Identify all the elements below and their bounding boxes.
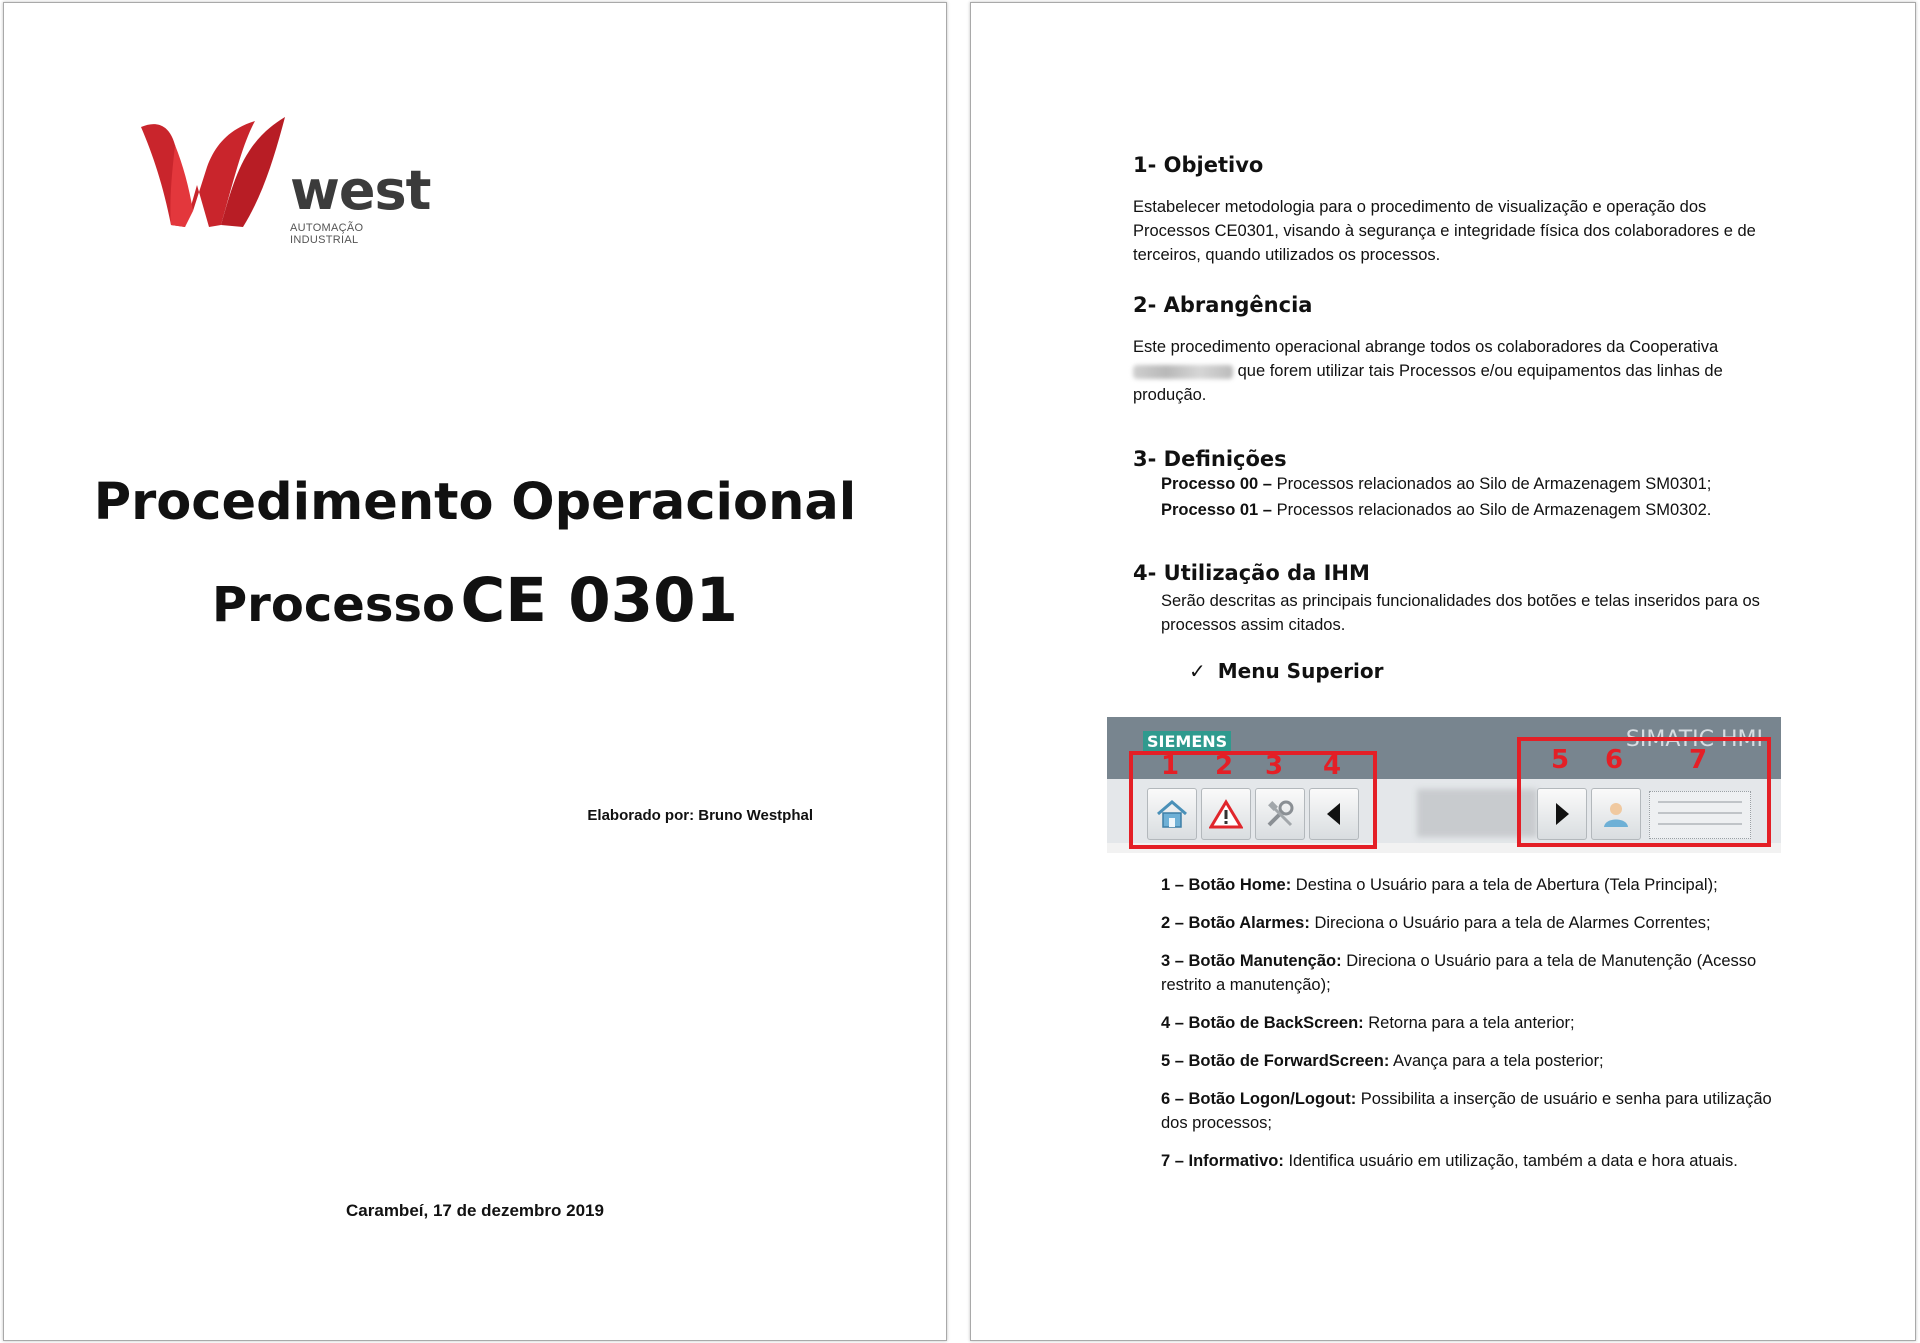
logo-subtitle: AUTOMAÇÃO INDUSTRIAL xyxy=(290,222,364,246)
item-text: Possibilita a inserção de usuário e senha para utilização dos processos; xyxy=(1161,1090,1772,1132)
section-abrangencia-heading: 2- Abrangência xyxy=(1133,293,1313,317)
item-text: Retorna para a tela anterior; xyxy=(1363,1014,1575,1032)
abrangencia-text-part2: que forem utilizar tais Processos e/ou equipamentos das linhas de produção. xyxy=(1133,362,1723,404)
list-item xyxy=(1161,949,1801,997)
section-objetivo-heading: 1- Objetivo xyxy=(1133,153,1264,177)
cover-subtitle-word: Processo xyxy=(212,577,455,633)
cover-page xyxy=(3,2,947,1341)
menu-superior-heading xyxy=(1189,659,1783,683)
west-logo xyxy=(135,115,435,246)
item-label: 6 – Botão Logon/Logout: xyxy=(1161,1090,1357,1108)
definition-text: Processos relacionados ao Silo de Armazenagem SM0302. xyxy=(1272,501,1712,519)
simatic-hmi-label: SIMATIC HMI xyxy=(1625,727,1763,752)
list-item xyxy=(1161,873,1801,897)
section-ihm-text: Serão descritas as principais funcionalidades dos botões e telas inseridos para os processos assim citados. xyxy=(1161,592,1760,634)
callout-number: 1 xyxy=(1161,751,1180,781)
item-text: Destina o Usuário para a tela de Abertura (Tela Principal); xyxy=(1291,876,1718,894)
callout-number: 7 xyxy=(1689,745,1708,775)
item-text: Avança para a tela posterior; xyxy=(1389,1052,1604,1070)
cover-subtitle xyxy=(4,565,946,636)
cover-title: Procedimento Operacional xyxy=(93,473,857,532)
callout-number: 6 xyxy=(1605,745,1624,775)
abrangencia-text-part1: Este procedimento operacional abrange todos os colaboradores da Cooperativa xyxy=(1133,338,1719,356)
list-item xyxy=(1161,911,1801,935)
callout-number: 3 xyxy=(1265,751,1284,781)
list-item xyxy=(1161,1149,1801,1173)
section-objetivo-text: Estabelecer metodologia para o procedimento de visualização e operação dos Processos CE0301, visando à segurança e integridade física dos colaboradores e de terceiros, quando utilizados os processos. xyxy=(1133,198,1756,264)
definition-label: Processo 00 – xyxy=(1161,475,1272,493)
item-text: Direciona o Usuário para a tela de Alarmes Correntes; xyxy=(1309,914,1711,932)
list-item xyxy=(1161,1011,1801,1035)
definition-item xyxy=(1133,497,1783,523)
list-item xyxy=(1161,1049,1801,1073)
section-abrangencia-text xyxy=(1133,335,1783,407)
definition-label: Processo 01 – xyxy=(1161,501,1272,519)
item-text: Direciona o Usuário para a tela de Manutenção (Acesso restrito a manutenção); xyxy=(1161,952,1757,994)
list-item xyxy=(1161,1087,1801,1135)
item-label: 7 – Informativo: xyxy=(1161,1152,1284,1170)
item-label: 5 – Botão de ForwardScreen: xyxy=(1161,1052,1390,1070)
content-body xyxy=(1133,153,1783,703)
menu-superior-label: Menu Superior xyxy=(1217,659,1384,683)
callout-number: 2 xyxy=(1215,751,1234,781)
author-line: Elaborado por: Bruno Westphal xyxy=(587,807,813,824)
definition-item xyxy=(1133,471,1783,497)
item-label: 1 – Botão Home: xyxy=(1161,876,1292,894)
callout-number: 5 xyxy=(1551,745,1570,775)
definition-text: Processos relacionados ao Silo de Armazenagem SM0301; xyxy=(1272,475,1712,493)
content-page xyxy=(970,2,1916,1341)
redacted-company-name xyxy=(1133,365,1233,379)
item-label: 4 – Botão de BackScreen: xyxy=(1161,1014,1364,1032)
checkmark-icon: ✓ xyxy=(1189,659,1206,683)
section-ihm-heading: 4- Utilização da IHM xyxy=(1133,561,1370,585)
west-w-mark-icon xyxy=(135,115,295,240)
item-label: 2 – Botão Alarmes: xyxy=(1161,914,1310,932)
logo-wordmark: west xyxy=(290,159,431,222)
place-date: Carambeí, 17 de dezembro 2019 xyxy=(346,1201,604,1220)
hmi-screenshot xyxy=(1107,717,1781,853)
button-description-list xyxy=(1161,873,1801,1187)
callout-number: 4 xyxy=(1323,751,1342,781)
siemens-logo: SIEMENS xyxy=(1143,731,1231,752)
item-text: Identifica usuário em utilização, também a data e hora atuais. xyxy=(1283,1152,1738,1170)
item-label: 3 – Botão Manutenção: xyxy=(1161,952,1342,970)
cover-process-code: CE 0301 xyxy=(460,565,738,636)
section-definicoes-heading: 3- Definições xyxy=(1133,447,1287,471)
